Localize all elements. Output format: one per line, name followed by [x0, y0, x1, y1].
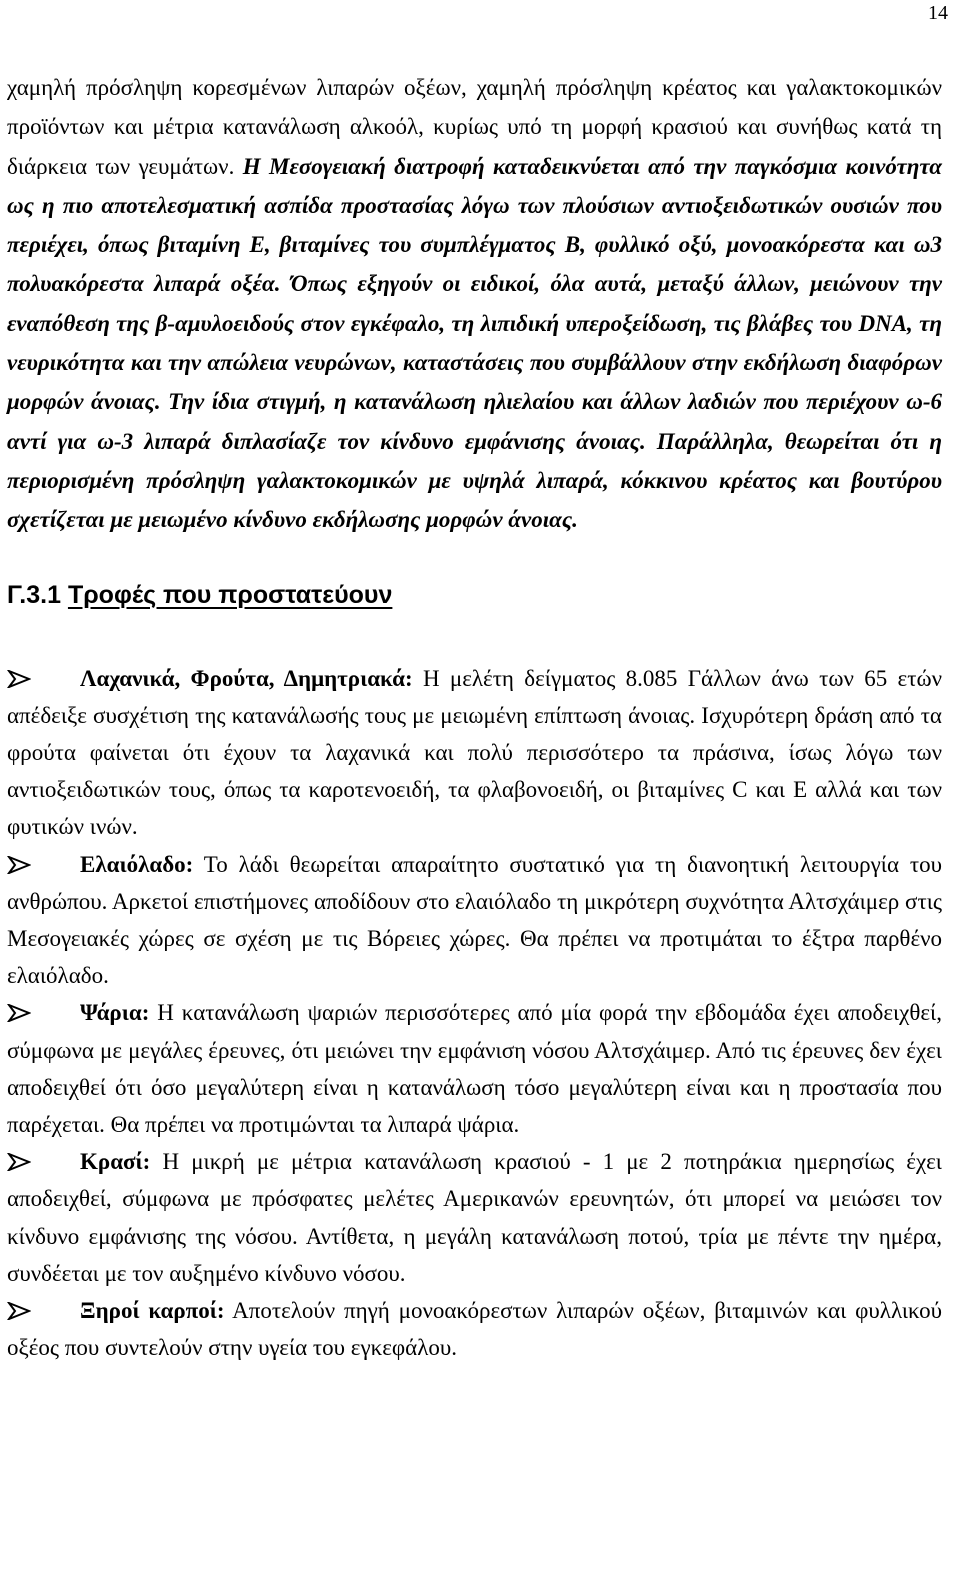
list-item-nuts — [7, 1292, 942, 1366]
list-item-term: Λαχανικά, Φρούτα, Δημητριακά: — [80, 665, 413, 691]
list-item-text: Η μικρή με μέτρια κατανάλωση κρασιού - 1 με 2 ποτηράκια ημερησίως έχει αποδειχθεί, σύμφωνα με πρόσφατες μελέτες Αμερικανών ερευνητών, ότι μπορεί να μειώσει τον κίνδυνο εμφάνισης της νόσου. Αντίθετα, η μεγάλη κατανάλωση ποτού, τρία με πέντε την ημέρα, συνδέεται με τον αυξημένο κίνδυνο νόσου. — [7, 1149, 942, 1286]
list-item-vegetables-fruits-cereals — [7, 660, 942, 846]
page-number: 14 — [928, 2, 948, 24]
list-item-term: Ξηροί καρποί: — [80, 1298, 225, 1324]
intro-plain-text: χαμηλή πρόσληψη κορεσμένων λιπαρών οξέων, χαμηλή πρόσληψη κρέατος και γαλακτοκομικών προϊόντων και μέτρια κατανάλωση αλκοόλ, κυρίως υπό τη μορφή κρασιού και συνήθως κατά τη διάρκεια των γευμάτων. — [7, 75, 942, 179]
intro-emphasis-text: Η Μεσογειακή διατροφή καταδεικνύεται από την παγκόσμια κοινότητα ως η πιο αποτελεσματική ασπίδα προστασίας λόγω των πλούσιων αντιοξειδωτικών ουσιών που περιέχει, όπως βιταμίνη Ε, βιταμίνες του συμπλέγματος Β, φυλλικό οξύ, μονοακόρεστα και ω3 πολυακόρεστα λιπαρά οξέα. Όπως εξηγούν οι ειδικοί, όλα αυτά, μεταξύ άλλων, μειώνουν την εναπόθεση της β-αμυλοειδούς στον εγκέφαλο, τη λιπιδική υπεροξείδωση, τις βλάβες του DNA, τη νευρικότητα και την απώλεια νευρώνων, καταστάσεις που συμβάλλουν στην εκδήλωση διαφόρων μορφών άνοιας. Την ίδια στιγμή, η κατανάλωση ηλιελαίου και άλλων λαδιών που περιέχουν ω-6 αντί για ω-3 λιπαρά διπλασίαζε τον κίνδυνο εμφάνισης άνοιας. Παράλληλα, θεωρείται ότι η περιορισμένη πρόσληψη γαλακτοκομικών με υψηλά λιπαρά, κόκκινου κρέατος και βουτύρου σχετίζεται με μειωμένο κίνδυνο εκδήλωσης μορφών άνοιας. — [7, 153, 942, 533]
section-number: Γ.3.1 — [7, 580, 61, 609]
section-title: Τροφές που προστατεύουν — [67, 580, 393, 609]
list-item-term: Κρασί: — [80, 1149, 151, 1175]
list-item-term: Ελαιόλαδο: — [80, 851, 194, 877]
list-item-text: Η μελέτη δείγματος 8.085 Γάλλων άνω των 65 ετών απέδειξε συσχέτιση της κατανάλωσής τους με μειωμένη επίπτωση άνοιας. Ισχυρότερη δράση από τα φρούτα φαίνεται ότι έχουν τα λαχανικά και πολύ περισσότερο τα πράσινα, ίσως λόγω των αντιοξειδωτικών τους, όπως τα καροτενοειδή, τα φλαβονοειδή, οι βιταμίνες C και Ε αλλά και των φυτικών ινών. — [7, 665, 942, 840]
list-item-term: Ψάρια: — [80, 1000, 150, 1026]
page-body — [7, 68, 942, 1366]
list-item-text: Αποτελούν πηγή μονοακόρεστων λιπαρών οξέων, βιταμινών και φυλλικού οξέος που συντελούν στην υγεία του εγκεφάλου. — [7, 1298, 942, 1361]
protective-foods-list — [7, 660, 942, 1367]
arrowhead-bullet-icon — [7, 1153, 31, 1171]
arrowhead-bullet-icon — [7, 1302, 31, 1320]
list-item-text: Η κατανάλωση ψαριών περισσότερες από μία φορά την εβδομάδα έχει αποδειχθεί, σύμφωνα με μεγάλες έρευνες, ότι μειώνει την εμφάνιση νόσου Αλτσχάιμερ. Από τις έρευνες δεν έχει αποδειχθεί ότι όσο μεγαλύτερη είναι η κατανάλωση τόσο μεγαλύτερη είναι και η προστασία που παρέχεται. Θα πρέπει να προτιμώνται τα λιπαρά ψάρια. — [7, 1000, 942, 1137]
arrowhead-bullet-icon — [7, 856, 31, 874]
arrowhead-bullet-icon — [7, 670, 31, 688]
intro-paragraph — [7, 68, 942, 540]
list-item-olive-oil — [7, 846, 942, 995]
section-heading — [7, 580, 942, 660]
arrowhead-bullet-icon — [7, 1004, 31, 1022]
list-item-fish — [7, 994, 942, 1143]
list-item-wine — [7, 1143, 942, 1292]
list-item-text: Το λάδι θεωρείται απαραίτητο συστατικό για τη διανοητική λειτουργία του ανθρώπου. Αρκετοί επιστήμονες αποδίδουν στο ελαιόλαδο τη μικρότερη συχνότητα Αλτσχάιμερ στις Μεσογειακές χώρες σε σχέση με τις Βόρειες χώρες. Θα πρέπει να προτιμάται το έξτρα παρθένο ελαιόλαδο. — [7, 851, 942, 989]
